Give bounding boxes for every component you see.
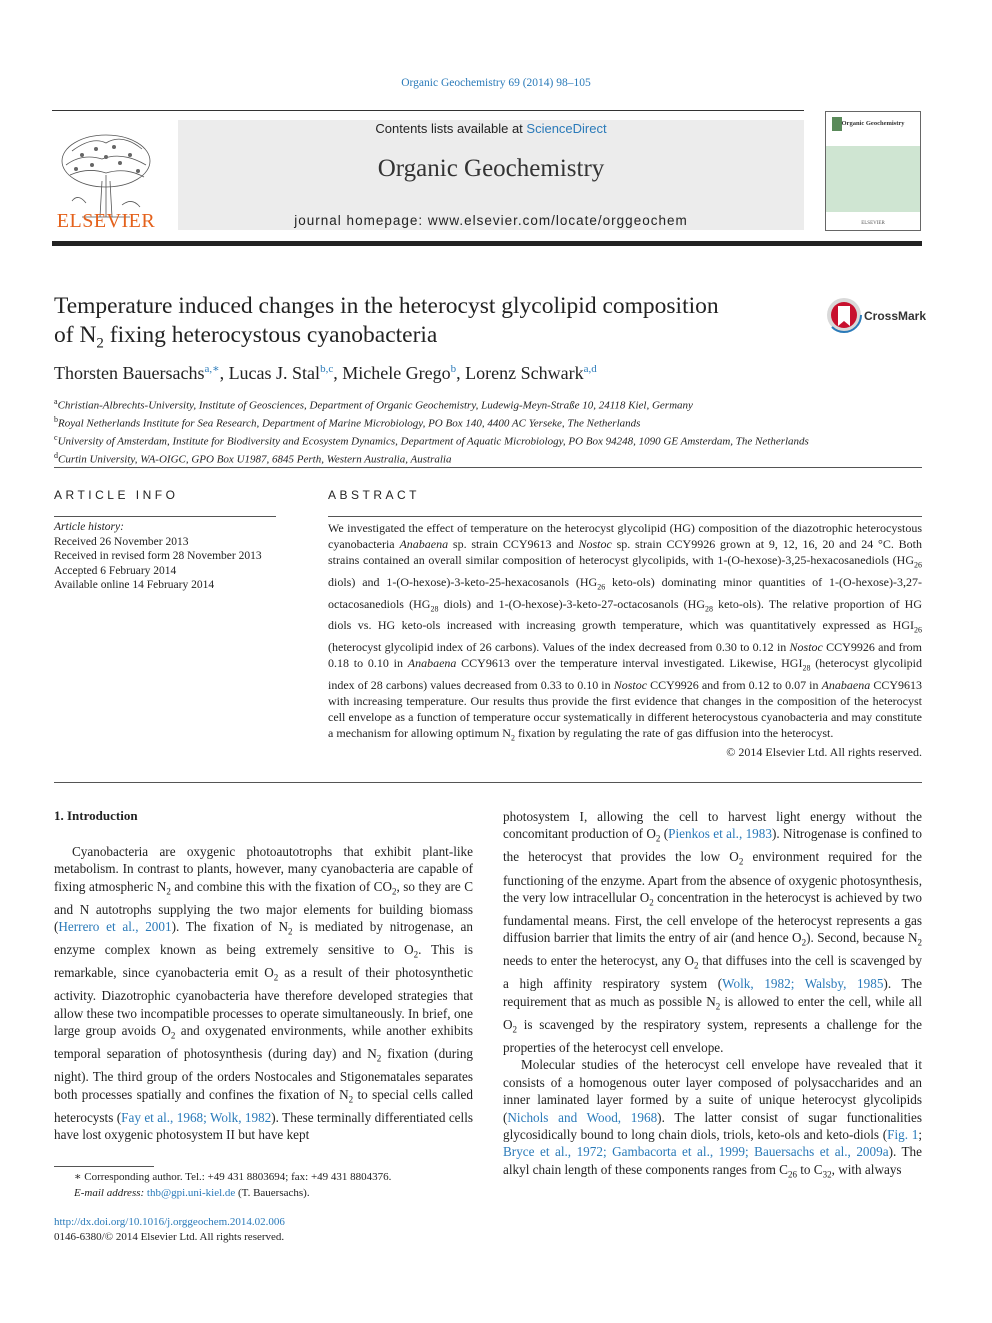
- article-history: [54, 520, 284, 593]
- footnote-rule: [54, 1166, 154, 1167]
- citation-link[interactable]: Bryce et al., 1972; Gambacorta et al., 1999; Bauersachs et al., 2009a: [503, 1144, 889, 1160]
- author-name[interactable]: Lorenz Schwark: [465, 363, 584, 383]
- article-title-line-2: of $N_2$ fixing heterocystous cyanobacteria: [54, 322, 438, 352]
- email-line: E-mail address: thb@gpi.uni-kiel.de (T. Bauersachs).: [74, 1186, 310, 1199]
- journal-homepage[interactable]: journal homepage: www.elsevier.com/locate/orggeochem: [294, 213, 688, 228]
- cover-title: Organic Geochemistry: [841, 120, 905, 127]
- journal-citation-link[interactable]: Organic Geochemistry 69 (2014) 98–105: [401, 77, 591, 89]
- citation-link[interactable]: Nichols and Wood, 1968: [507, 1109, 658, 1125]
- cover-band: [826, 146, 920, 212]
- body-paragraph: photosystem I, allowing the cell to harvest light energy without the concomitant production of $O_2$ (Pienkos et al., 1983). Nitrogenase is confined to the heterocyst that provides the low $O_2$ environment required for the functioning of the enzyme. Apart from the absence of oxygenic photosynthesis, the very low intracellular $O_2$ concentration in the heterocyst is achieved by two fundamental means. First, the cell envelope of the heterocyst represents a gas diffusion barrier that limits the entry of air (and hence $O_2$). Second, because $N_2$ needs to enter the heterocyst, any $O_2$ that diffuses into the cell is scavenged by a high affinity respiratory system (Wolk, 1982; Walsby, 1985). The requirement that as much as possible $N_2$ is allowed to enter the cell, while all $O_2$ is scavenged by the respiratory system, represents a challenge for the properties of the heterocyst cell envelope.: [503, 809, 922, 1055]
- body-column-right: [503, 808, 922, 1184]
- doi-block: [54, 1215, 494, 1245]
- author-name[interactable]: Thorsten Bauersachs: [54, 363, 205, 383]
- history-label: Article history:: [54, 521, 124, 533]
- doi-link[interactable]: http://dx.doi.org/10.1016/j.orggeochem.2014.02.006: [54, 1216, 285, 1228]
- affiliation-item: $^d$Curtin University, WA-OIGC, GPO Box U1987, 6845 Perth, Western Australia, Australia: [54, 451, 452, 467]
- email-link[interactable]: thb@gpi.uni-kiel.de: [146, 1186, 236, 1199]
- body-paragraph: Cyanobacteria are oxygenic photoautotrophs that exhibit plant-like metabolism. In contrast to plants, however, many cyanobacteria are capable of fixing atmospheric $N_2$ and combine this with the fixation of $CO_2$, so they are C and N autotrophs supplying the two major elements for building biomass (Herrero et al., 2001). The fixation of $N_2$ is mediated by nitrogenase, an enzyme complex known as being extremely sensitive to $O_2$. This is remarkable, since cyanobacteria emit $O_2$ as a result of their photosynthetic activity. Diazotrophic cyanobacteria have therefore developed strategies that allow these two incompatible processes to operate simultaneously. In brief, one large group avoids $O_2$ and oxygenated environments, while another exhibits temporal separation of photosynthesis (during day) and $N_2$ fixation (during night). The third group of the orders Nostocales and Stigonematales separates both processes spatially and confines the fixation of $N_2$ to special cells called heterocysts (Fay et al., 1968; Wolk, 1982). These terminally differentiated cells have lost oxygenic photosystem II but have kept: [54, 844, 474, 1143]
- abstract-text: We investigated the effect of temperature on the heterocyst glycolipid (HG) composition of the diazotrophic heterocystous cyanobacteria Anabaena sp. strain CCY9613 and Nostoc sp. strain CCY9926 grown at 9, 12, 16, 20 and 24 °C. Both strains contained an overall similar composition of heterocyst glycolipids, with 1-(O-hexose)-3,25-hexacosanediols ($HG_{26}$ diols) and 1-(O-hexose)-3-keto-25-hexacosanols ($HG_{26}$ keto-ols) dominating minor quantities of 1-(O-hexose)-3,27-octacosanediols ($HG_{28}$ diols) and 1-(O-hexose)-3-keto-27-octacosanols ($HG_{28}$ keto-ols). The relative proportion of HG diols vs. HG keto-ols increased with increasing growth temperature, which was quantitatively expressed as $HGI_{26}$ (heterocyst glycolipid index of 26 carbons). Values of the index decreased from 0.30 to 0.12 in Nostoc CCY9926 and from 0.18 to 0.10 in Anabaena CCY9613 over the temperature interval investigated. Likewise, $HGI_{28}$ (heterocyst glycolipid index of 28 carbons) values decreased from 0.33 to 0.10 in Nostoc CCY9926 and from 0.12 to 0.07 in Anabaena CCY9613 with increasing temperature. Our results thus provide the first evidence that changes in the composition of the heterocyst cell envelope as a function of temperature occur systematically in different heterocystous cyanobacteria and may constitute a mechanism for allowing optimum $N_2$ fixation by regulating the rate of gas diffusion into the heterocyst.: [328, 521, 923, 743]
- affiliations: [54, 395, 924, 468]
- corresponding-author-line: ∗ Corresponding author. Tel.: +49 431 8803694; fax: +49 431 8804376.: [74, 1171, 392, 1183]
- abstract-rule: [328, 516, 922, 517]
- citation-link[interactable]: Herrero et al., 2001: [58, 919, 172, 935]
- author-affiliation-marker[interactable]: a,d: [583, 363, 597, 375]
- history-item: Received in revised form 28 November 2013: [54, 550, 262, 562]
- author-affiliation-marker[interactable]: a,∗: [204, 363, 220, 375]
- author-name[interactable]: Lucas J. Stal: [228, 363, 321, 383]
- header-rule: [52, 110, 804, 111]
- figure-link[interactable]: Fig. 1: [887, 1126, 919, 1142]
- cover-publisher: ELSEVIER: [861, 221, 885, 226]
- journal-cover-thumbnail[interactable]: [825, 111, 921, 231]
- article-info-heading: ARTICLE INFO: [54, 488, 179, 502]
- article-title-line-1: Temperature induced changes in the heterocyst glycolipid composition: [54, 293, 719, 319]
- journal-title: Organic Geochemistry: [377, 155, 605, 182]
- history-item: Accepted 6 February 2014: [54, 564, 177, 577]
- affiliation-item: $^b$Royal Netherlands Institute for Sea Research, Department of Marine Microbiology, PO Box 140, 4400 AC Yerseke, The Netherlands: [54, 415, 641, 430]
- author-affiliation-marker[interactable]: b: [450, 363, 457, 375]
- sciencedirect-link[interactable]: ScienceDirect: [526, 121, 607, 136]
- abstract-heading: ABSTRACT: [328, 488, 421, 502]
- author-name[interactable]: Michele Grego: [342, 363, 451, 383]
- citation-link[interactable]: Wolk, 1982; Walsby, 1985: [722, 976, 884, 992]
- history-item: Received 26 November 2013: [54, 535, 189, 548]
- header-thick-rule: [52, 241, 922, 246]
- citation-link[interactable]: Fay et al., 1968; Wolk, 1982: [121, 1109, 272, 1125]
- article-title: [54, 292, 814, 359]
- abstract-copyright: © 2014 Elsevier Ltd. All rights reserved.: [726, 745, 922, 759]
- issn-line: 0146-6380/© 2014 Elsevier Ltd. All rights reserved.: [54, 1231, 285, 1243]
- affiliation-item: $^a$Christian-Albrechts-University, Institute of Geosciences, Department of Organic Geochemistry, Ludewig-Meyn-Straße 10, 24118 Kiel, Germany: [54, 397, 693, 412]
- article-info-rule: [54, 516, 276, 517]
- elsevier-wordmark: ELSEVIER: [56, 210, 156, 232]
- corresponding-author-footnote: [54, 1170, 494, 1201]
- section-rule: [54, 467, 922, 468]
- author-affiliation-marker[interactable]: b,c: [320, 363, 334, 375]
- contents-line: Contents lists available at ScienceDirect: [375, 121, 607, 136]
- crossmark-label[interactable]: CrossMark: [864, 309, 927, 323]
- section-rule: [54, 782, 922, 783]
- citation-link[interactable]: Pienkos et al., 1983: [668, 826, 772, 842]
- history-item: Available online 14 February 2014: [54, 579, 215, 591]
- introduction-heading: 1. Introduction: [54, 808, 138, 823]
- body-column-left: [54, 843, 473, 1144]
- author-list: Thorsten Bauersachs$^{a,∗}$, Lucas J. Stal$^{b,c}$, Michele Grego$^b$, Lorenz Schwark$^{a,d}$: [54, 363, 597, 383]
- body-paragraph: Molecular studies of the heterocyst cell envelope have revealed that it consists of a homogenous outer layer composed of polysaccharides and an inner laminated layer formed by a suite of unique heterocyst glycolipids (Nichols and Wood, 1968). The latter consist of sugar functionalities glycosidically bound to long chain diols, triols, keto-ols and keto-diols (Fig. 1; Bryce et al., 1972; Gambacorta et al., 1999; Bauersachs et al., 2009a). The alkyl chain length of these components ranges from $C_{26}$ to $C_{32}$, with always: [503, 1057, 923, 1180]
- affiliation-item: $^c$University of Amsterdam, Institute for Biodiversity and Ecosystem Dynamics, Department of Aquatic Microbiology, PO Box 94248, 1090 GE Amsterdam, The Netherlands: [54, 433, 809, 448]
